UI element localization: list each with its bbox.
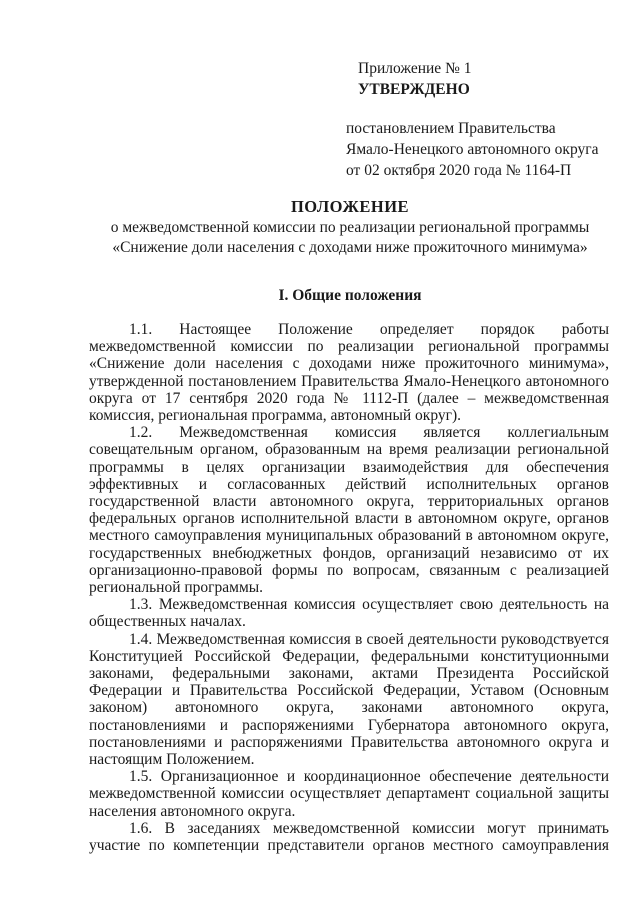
document-body — [89, 321, 609, 854]
paragraph-1-1: 1.1. Настоящее Положение определяет порядок работы межведомственной комиссии по реализации региональной программы «Снижение доли населения с доходами ниже прожиточного минимума», утвержденной постановлением Правительства Ямало-Ненецкого автономного округа от 17 сентября 2020 года № 1112-П (далее – межведомственная комиссия, региональная программа, автономный округ). — [89, 321, 609, 425]
appendix-number: Приложение № 1 — [358, 60, 472, 77]
approval-stamp-text: УТВЕРЖДЕНО — [358, 81, 470, 98]
document-subtitle-line-1: о межведомственной комиссии по реализации региональной программы — [110, 219, 590, 236]
section-heading: I. Общие положения — [278, 287, 422, 304]
paragraph-1-6: 1.6. В заседаниях межведомственной комиссии могут принимать участие по компетенции представители органов местного самоуправления — [89, 819, 609, 855]
document-title: ПОЛОЖЕНИЕ — [290, 197, 410, 216]
decree-line-1: постановлением Правительства — [346, 120, 556, 137]
decree-line-3: от 02 октября 2020 года № 1164-П — [346, 162, 572, 179]
paragraph-1-5: 1.5. Организационное и координационное обеспечение деятельности межведомственной комиссии осуществляет департамент социальной защиты населения автономного округа. — [89, 768, 609, 820]
paragraph-1-2: 1.2. Межведомственная комиссия является коллегиальным совещательным органом, образованным на время реализации региональной программы в целях организации взаимодействия для обеспечения эффективных и согласованных действий исполнительных органов государственной власти автономного округа, территориальных органов федеральных органов исполнительной власти в автономном округе, органов местного самоуправления муниципальных образований в автономном округе, государственных внебюджетных фондов, организаций независимо от их организационно-правовой формы по вопросам, связанным с реализацией региональной программы. — [89, 424, 609, 597]
appendix-block — [358, 58, 471, 100]
paragraph-1-3: 1.3. Межведомственная комиссия осуществляет свою деятельность на общественных началах. — [89, 596, 609, 631]
paragraph-1-4: 1.4. Межведомственная комиссия в своей деятельности руководствуется Конституцией Российской Федерации, федеральными конституционными законами, федеральными законами, актами Президента Российской Федерации и Правительства Российской Федерации, Уставом (Основным законом) автономного округа, законами автономного округа, постановлениями и распоряжениями Губернатора автономного округа, постановлениями и распоряжениями Правительства автономного округа и настоящим Положением. — [89, 630, 609, 769]
document-subtitle-line-2: «Снижение доли населения с доходами ниже прожиточного минимума» — [112, 239, 588, 256]
document-title-block — [0, 196, 640, 258]
decree-reference — [346, 118, 598, 181]
decree-line-2: Ямало-Ненецкого автономного округа — [346, 141, 599, 158]
